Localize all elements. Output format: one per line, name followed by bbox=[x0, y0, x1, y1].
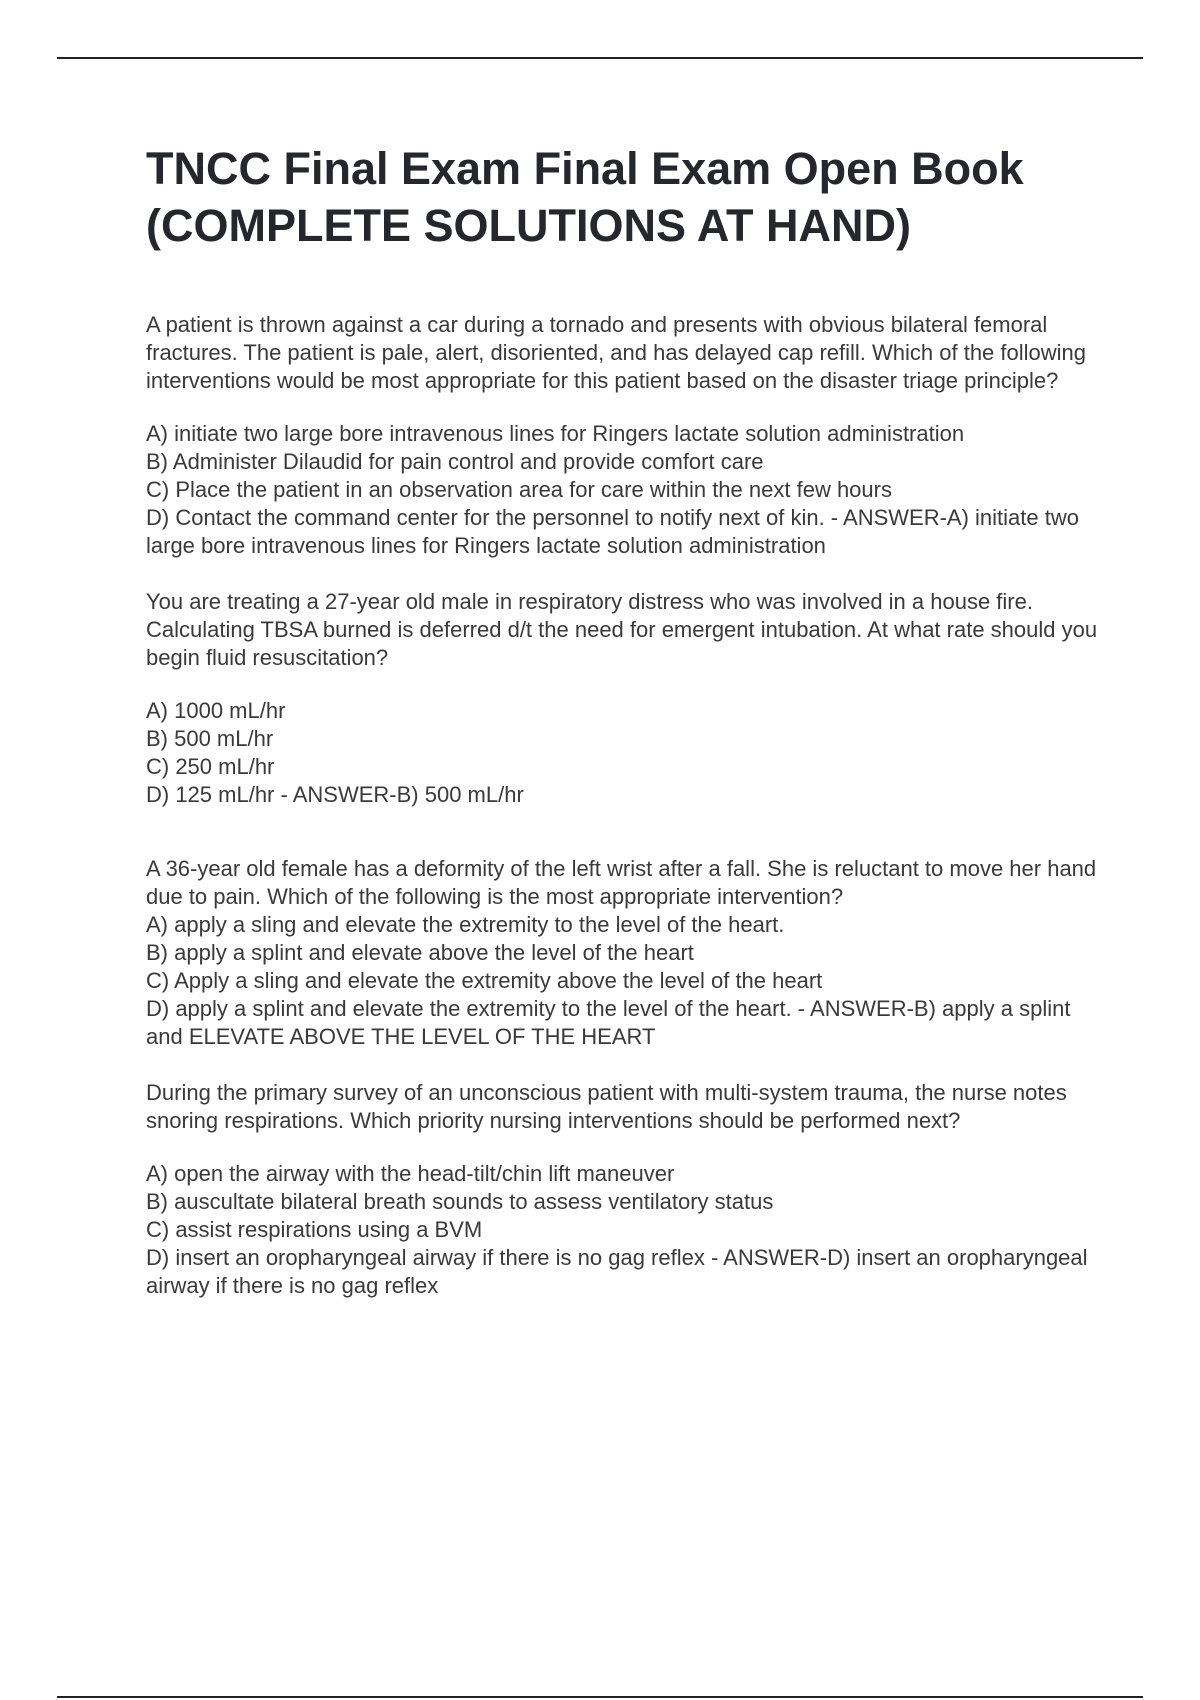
option-a: A) open the airway with the head-tilt/chin lift maneuver bbox=[146, 1161, 675, 1186]
option-a: A) initiate two large bore intravenous lines for Ringers lactate solution administration bbox=[146, 421, 965, 446]
question-text: During the primary survey of an unconscious patient with multi-system trauma, the nurse notes snoring respirations. Which priority nursing interventions should be performed next? bbox=[146, 1080, 1067, 1133]
option-b: B) 500 mL/hr bbox=[146, 726, 274, 751]
question-3 bbox=[146, 855, 1106, 1051]
question-1-options bbox=[146, 420, 1106, 560]
option-c: C) 250 mL/hr bbox=[146, 754, 275, 779]
option-a: A) apply a sling and elevate the extremity to the level of the heart. bbox=[146, 912, 785, 937]
option-d-with-answer: D) apply a splint and elevate the extremity to the level of the heart. - ANSWER-B) apply a splint and ELEVATE ABOVE THE LEVEL OF THE HEART bbox=[146, 996, 1071, 1049]
option-d-with-answer: D) insert an oropharyngeal airway if there is no gag reflex - ANSWER-D) insert an oropharyngeal airway if there is no gag reflex bbox=[146, 1245, 1088, 1298]
option-c: C) assist respirations using a BVM bbox=[146, 1217, 483, 1242]
question-text: A 36-year old female has a deformity of the left wrist after a fall. She is reluctant to move her hand due to pain. Which of the following is the most appropriate intervention? bbox=[146, 856, 1097, 909]
option-b: B) Administer Dilaudid for pain control and provide comfort care bbox=[146, 449, 764, 474]
bottom-divider bbox=[57, 1696, 1143, 1698]
option-b: B) apply a splint and elevate above the level of the heart bbox=[146, 940, 694, 965]
question-text: You are treating a 27-year old male in respiratory distress who was involved in a house fire. Calculating TBSA burned is deferred d/t the need for emergent intubation. At what rate should you begin fluid resuscitation? bbox=[146, 589, 1098, 670]
option-a: A) 1000 mL/hr bbox=[146, 698, 286, 723]
question-text: A patient is thrown against a car during a tornado and presents with obvious bilateral femoral fractures. The patient is pale, alert, disoriented, and has delayed cap refill. Which of the following interventions would be most appropriate for this patient based on the disaster triage principle? bbox=[146, 312, 1087, 393]
option-c: C) Apply a sling and elevate the extremity above the level of the heart bbox=[146, 968, 823, 993]
option-c: C) Place the patient in an observation area for care within the next few hours bbox=[146, 477, 892, 502]
document-body bbox=[146, 140, 1106, 1300]
document-title: TNCC Final Exam Final Exam Open Book (COMPLETE SOLUTIONS AT HAND) bbox=[146, 143, 1024, 251]
question-2-options bbox=[146, 697, 1106, 809]
option-b: B) auscultate bilateral breath sounds to assess ventilatory status bbox=[146, 1189, 774, 1214]
question-4-options bbox=[146, 1160, 1106, 1300]
option-d-with-answer: D) Contact the command center for the personnel to notify next of kin. - ANSWER-A) initiate two large bore intravenous lines for Ringers lactate solution administration bbox=[146, 505, 1079, 558]
top-divider bbox=[57, 57, 1143, 59]
option-d-with-answer: D) 125 mL/hr - ANSWER-B) 500 mL/hr bbox=[146, 782, 524, 807]
question-1-text bbox=[146, 311, 1106, 395]
question-4-text bbox=[146, 1079, 1106, 1135]
question-2-text bbox=[146, 588, 1106, 672]
